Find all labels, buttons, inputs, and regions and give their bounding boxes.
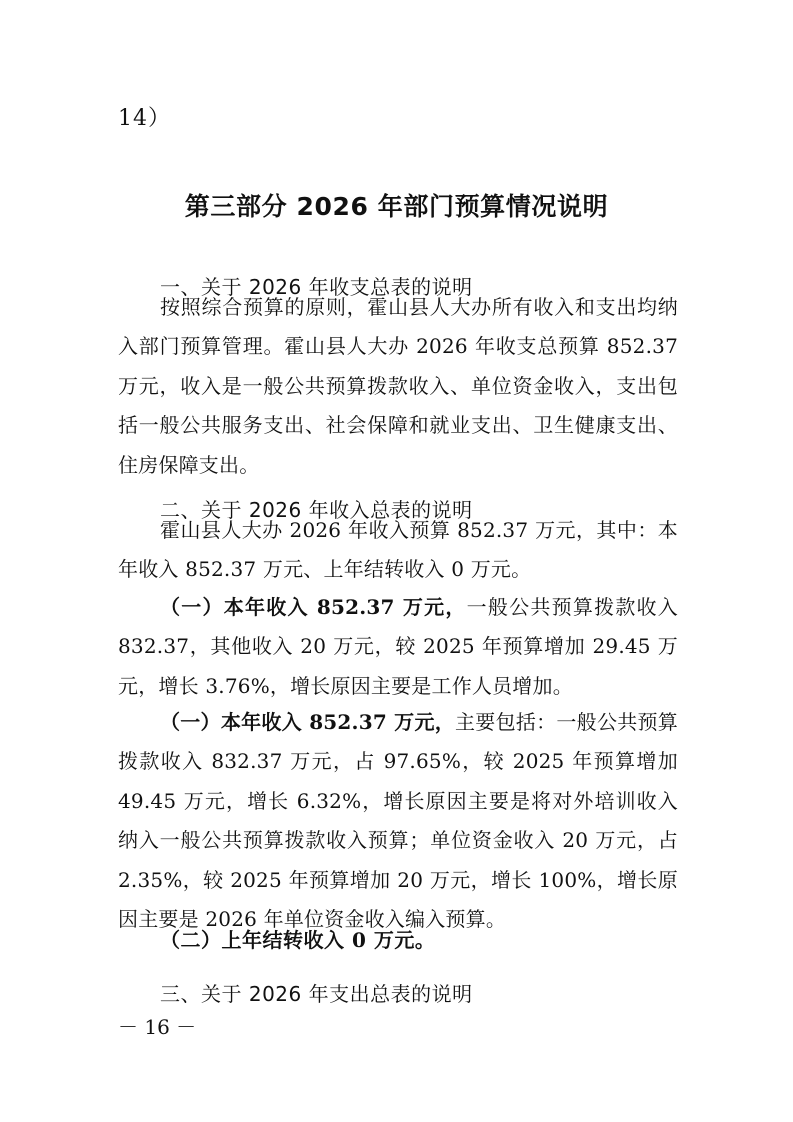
current-year-income-breakdown: 主要包括：一般公共预算拨款收入 832.37 万元，占 97.65%，较 2025 年预算增加 49.45 万元，增长 6.32%，增长原因主要是将对外培训收入纳入一般公共预算拨款收入预算；单位资金收入 20 万元，占 2.35%，较 2025 年预算增加 20 万元，增长 100%，增长原因主要是 2026 年单位资金收入编入预算。: [118, 710, 678, 932]
section-heading-income-expenditure-summary: 一、关于 2026 年收支总表的说明: [160, 274, 473, 299]
continued-page-fragment: 14）: [118, 106, 171, 131]
income-expenditure-summary-paragraph: 按照综合预算的原则，霍山县人大办所有收入和支出均纳入部门预算管理。霍山县人大办 2026 年收支总预算 852.37 万元，收入是一般公共预算拨款收入、单位资金收入，支出包括一般公共服务支出、社会保障和就业支出、卫生健康支出、住房保障支出。: [118, 295, 678, 477]
prior-year-carryover-income: （二）上年结转收入 0 万元。: [160, 928, 436, 952]
current-year-income-paragraph-second: [118, 703, 678, 939]
income-summary-intro-paragraph: 霍山县人大办 2026 年收入预算 852.37 万元，其中：本年收入 852.37 万元、上年结转收入 0 万元。: [118, 518, 678, 582]
current-year-income-lead: （一）本年收入 852.37 万元，: [160, 595, 467, 619]
current-year-income-lead-repeated: （一）本年收入 852.37 万元，: [160, 710, 456, 734]
page-number: － 16 －: [118, 1015, 197, 1039]
current-year-income-paragraph-first: [118, 588, 678, 706]
section-heading-income-summary: 二、关于 2026 年收入总表的说明: [160, 497, 473, 522]
current-year-income-detail: 一般公共预算拨款收入 832.37，其他收入 20 万元，较 2025 年预算增加 29.45 万元，增长 3.76%，增长原因主要是工作人员增加。: [118, 595, 679, 698]
part-title: 第三部分 2026 年部门预算情况说明: [184, 191, 609, 221]
section-heading-expenditure-summary: 三、关于 2026 年支出总表的说明: [160, 981, 473, 1006]
